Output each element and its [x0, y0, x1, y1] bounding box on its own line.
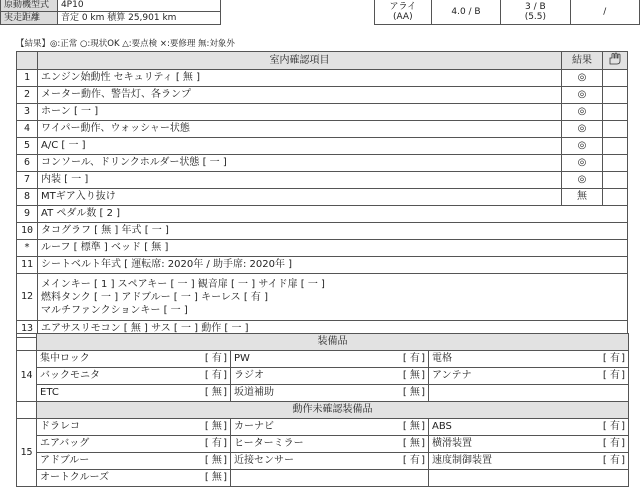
- score-col1: アライ (AA): [374, 0, 431, 25]
- check-row-keys: 12 メインキー [ 1 ] スペアキー [ 一 ] 観音扉 [ 一 ] サイド扉 [ 一 ] 燃料タンク [ 一 ] アドブルー [ 一 ] キーレス [ 有 ] マルチファンクションキー [ 一 ]: [17, 274, 628, 321]
- checks-header-title: 室内確認項目: [38, 52, 562, 70]
- check-row: 11 シートベルト年式 [ 運転席: 2020年 / 助手席: 2020年 ]: [17, 257, 628, 274]
- mileage-label: 実走距離: [1, 12, 58, 25]
- equipment-table: [16, 333, 629, 487]
- check-row: 4 ワイパー動作、ウォッシャー状態 ◎: [17, 121, 628, 138]
- check-row: 3 ホーン [ 一 ] ◎: [17, 104, 628, 121]
- motor-type-value: 4P10: [57, 0, 220, 12]
- check-row: 2 メーター動作、警告灯、各ランプ ◎: [17, 87, 628, 104]
- equip-row: 14 集中ロック [ 有 ] PW [ 有 ] 電格 [ 有 ]: [17, 351, 629, 368]
- checks-header-result: 結果: [562, 52, 603, 70]
- equip-row: ETC [ 無 ] 坂道補助 [ 無 ]: [17, 385, 629, 402]
- score-col2: 4.0 / B: [431, 0, 500, 25]
- check-row: 6 コンソール、ドリンクホルダー状態 [ 一 ] ◎: [17, 155, 628, 172]
- check-row: 7 内装 [ 一 ] ◎: [17, 172, 628, 189]
- motor-type-label: 原動機型式: [1, 0, 58, 12]
- check-row: 10 タコグラフ [ 無 ] 年式 [ 一 ]: [17, 223, 628, 240]
- equip-row: バックモニタ [ 有 ] ラジオ [ 無 ] アンテナ [ 有 ]: [17, 368, 629, 385]
- equip-row: 15 ドラレコ [ 無 ] カーナビ [ 無 ] ABS [ 有 ]: [17, 419, 629, 436]
- check-row: 9 AT ペダル数 [ 2 ]: [17, 206, 628, 223]
- mileage-value: 音定 0 km 積算 25,901 km: [57, 12, 220, 25]
- result-legend: 【結果】◎:正常 ○:現状OK △:要点検 ×:要修理 無:対象外: [16, 39, 235, 49]
- check-row: * ルーフ [ 標準 ] ベッド [ 無 ]: [17, 240, 628, 257]
- interior-check-table: [16, 51, 628, 338]
- equip-row: エアバッグ [ 有 ] ヒーターミラー [ 無 ] 横滑装置 [ 有 ]: [17, 436, 629, 453]
- equipment-band: 装備品: [37, 334, 629, 351]
- vehicle-summary-table: [0, 0, 640, 25]
- check-row: 1 エンジン始動性 セキュリティ [ 無 ] ◎: [17, 70, 628, 87]
- check-row: 13 エアサスリモコン [ 無 ] サス [ 一 ] 動作 [ 一 ]: [17, 321, 628, 338]
- check-row: 5 A/C [ 一 ] ◎: [17, 138, 628, 155]
- score-col3: 3 / B (5.5): [501, 0, 570, 25]
- equip-row: オートクルーズ [ 無 ]: [17, 470, 629, 487]
- score-col4: /: [570, 0, 639, 25]
- hand-icon: [603, 52, 628, 70]
- hand-icon-svg: [604, 52, 626, 65]
- check-row: 8 MTギア入り抜け 無: [17, 189, 628, 206]
- unverified-equipment-band: 動作未確認装備品: [37, 402, 629, 419]
- equip-row: アドブルー [ 無 ] 近接センサー [ 有 ] 速度制御装置 [ 有 ]: [17, 453, 629, 470]
